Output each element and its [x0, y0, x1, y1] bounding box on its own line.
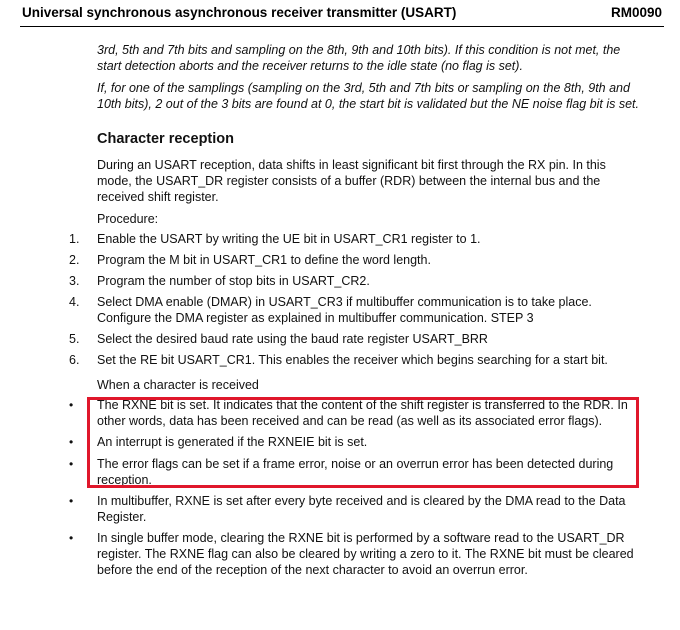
step-number: 6.	[69, 353, 80, 367]
section-paragraph: During an USART reception, data shifts in least significant bit first through the RX pin. In this mode, the USART_DR register consists of a buffer (RDR) between the internal bus and the received shift register.	[97, 158, 606, 204]
step-number: 1.	[69, 232, 80, 246]
section-title: Character reception	[97, 131, 234, 147]
bullet-glyph: •	[69, 398, 74, 412]
bullet-text: An interrupt is generated if the RXNEIE bit is set.	[97, 435, 368, 449]
bullet-glyph: •	[69, 435, 74, 449]
bullet-glyph: •	[69, 531, 74, 545]
step-number: 2.	[69, 253, 80, 267]
list-item	[69, 530, 642, 578]
bullet-text: In multibuffer, RXNE is set after every byte received and is cleared by the DMA read to the Data Register.	[97, 494, 626, 524]
header-divider	[20, 26, 664, 27]
list-item	[69, 352, 642, 368]
list-item	[69, 493, 642, 525]
step-text: Select DMA enable (DMAR) in USART_CR3 if multibuffer communication is to take place. Configure the DMA register as explained in multibuffer communication. STEP 3	[97, 295, 592, 325]
bullet-text: The RXNE bit is set. It indicates that the content of the shift register is transferred to the RDR. In other words, data has been received and can be read (as well as its associated error flags).	[97, 398, 628, 428]
list-item	[69, 231, 642, 247]
step-text: Select the desired baud rate using the baud rate register USART_BRR	[97, 332, 488, 346]
step-text: Program the M bit in USART_CR1 to define the word length.	[97, 253, 431, 267]
list-item	[69, 252, 642, 268]
document-body	[69, 42, 642, 583]
procedure-steps	[69, 231, 642, 368]
step-number: 4.	[69, 295, 80, 309]
bullet-glyph: •	[69, 457, 74, 471]
header-title: Universal synchronous asynchronous receiver transmitter (USART)	[22, 5, 457, 20]
list-item	[69, 273, 642, 289]
step-text: Enable the USART by writing the UE bit in USART_CR1 register to 1.	[97, 232, 481, 246]
step-number: 3.	[69, 274, 80, 288]
red-highlight-box	[87, 397, 639, 488]
bullet-text: In single buffer mode, clearing the RXNE bit is performed by a software read to the USART_DR register. The RXNE flag can also be cleared by writing a zero to it. The RXNE bit must be cleared before the end of the reception of the next character to avoid an overrun error.	[97, 531, 634, 577]
bullet-text: The error flags can be set if a frame error, noise or an overrun error has been detected during reception.	[97, 457, 614, 487]
step-text: Program the number of stop bits in USART_CR2.	[97, 274, 370, 288]
bullet-glyph: •	[69, 494, 74, 508]
header-doc-ref: RM0090	[610, 5, 662, 20]
intro-paragraph-1: 3rd, 5th and 7th bits and sampling on the 8th, 9th and 10th bits). If this condition is not met, the start detection aborts and the receiver returns to the idle state (no flag is set).	[97, 43, 621, 73]
procedure-label: Procedure:	[97, 212, 159, 226]
page-header	[0, 0, 680, 28]
received-label: When a character is received	[97, 378, 259, 392]
intro-paragraph-2: If, for one of the samplings (sampling on the 3rd, 5th and 7th bits or sampling on the 8th, 9th and 10th bits), 2 out of the 3 bits are found at 0, the start bit is validated but the NE noise flag bit is set.	[97, 81, 639, 111]
step-text: Set the RE bit USART_CR1. This enables the receiver which begins searching for a start bit.	[97, 353, 608, 367]
list-item	[69, 294, 642, 326]
step-number: 5.	[69, 332, 80, 346]
list-item	[69, 331, 642, 347]
